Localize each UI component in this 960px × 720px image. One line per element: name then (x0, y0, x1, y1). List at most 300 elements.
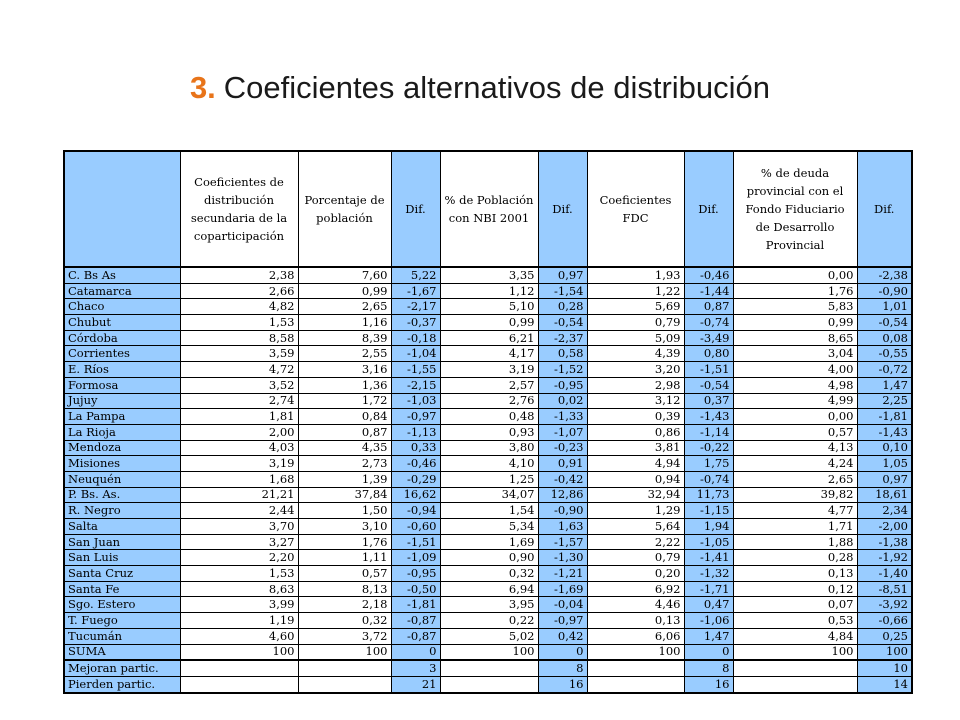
table-cell: -1,51 (391, 534, 440, 550)
table-row (64, 628, 912, 644)
row-label: Chubut (64, 315, 180, 331)
table-cell: 0,99 (298, 283, 391, 299)
table-row (64, 377, 912, 393)
table-cell: 0,57 (733, 424, 857, 440)
table-cell: -2,15 (391, 377, 440, 393)
table-cell: -1,55 (391, 362, 440, 378)
table-cell: -1,92 (857, 550, 912, 566)
table-row (64, 487, 912, 503)
table-cell: 1,54 (440, 503, 538, 519)
table-cell: 8,65 (733, 330, 857, 346)
table-cell: 0,32 (440, 566, 538, 582)
row-label: C. Bs As (64, 267, 180, 283)
table-cell: -1,30 (538, 550, 587, 566)
table-cell: -1,54 (538, 283, 587, 299)
table-cell: 7,60 (298, 267, 391, 283)
table-row (64, 676, 912, 692)
table-cell: 3,16 (298, 362, 391, 378)
table-cell: 2,25 (857, 393, 912, 409)
table-cell: 21,21 (180, 487, 298, 503)
table-cell: 100 (733, 644, 857, 660)
table-cell: -0,29 (391, 471, 440, 487)
table-cell: -1,09 (391, 550, 440, 566)
column-header: Dif. (684, 151, 733, 267)
table-cell: -1,04 (391, 346, 440, 362)
table-cell: 1,01 (857, 299, 912, 315)
table-cell: 5,02 (440, 628, 538, 644)
table-cell (587, 676, 684, 692)
row-label: Santa Fe (64, 581, 180, 597)
table-cell: 3,72 (298, 628, 391, 644)
table-row (64, 471, 912, 487)
table-cell: -1,32 (684, 566, 733, 582)
table-row (64, 581, 912, 597)
table-cell: -0,46 (391, 456, 440, 472)
table-cell: 2,76 (440, 393, 538, 409)
table-row (64, 519, 912, 535)
table-cell: 1,29 (587, 503, 684, 519)
table-cell: 3,04 (733, 346, 857, 362)
table-cell (440, 676, 538, 692)
table-cell: 100 (180, 644, 298, 660)
table-cell: 1,47 (684, 628, 733, 644)
row-label: Corrientes (64, 346, 180, 362)
table-cell: -0,50 (391, 581, 440, 597)
table-cell: 8,63 (180, 581, 298, 597)
table-cell: 37,84 (298, 487, 391, 503)
table-cell: 1,16 (298, 315, 391, 331)
table-cell: 4,03 (180, 440, 298, 456)
table-cell: -1,03 (391, 393, 440, 409)
table-cell: 0,33 (391, 440, 440, 456)
table-cell: 3,80 (440, 440, 538, 456)
table-cell: 3,52 (180, 377, 298, 393)
table-cell: 4,94 (587, 456, 684, 472)
table-cell (587, 660, 684, 676)
table-cell: 100 (440, 644, 538, 660)
table-cell: -0,74 (684, 315, 733, 331)
table-cell: -1,13 (391, 424, 440, 440)
table-cell: 3,27 (180, 534, 298, 550)
table-cell: 4,84 (733, 628, 857, 644)
table-cell: 0,99 (733, 315, 857, 331)
table-cell: -0,95 (391, 566, 440, 582)
table-cell: 1,50 (298, 503, 391, 519)
table-cell: 10 (857, 660, 912, 676)
table-cell: 100 (587, 644, 684, 660)
table-cell: 1,76 (298, 534, 391, 550)
table-cell: 8,58 (180, 330, 298, 346)
table-cell: 2,34 (857, 503, 912, 519)
row-label: La Pampa (64, 409, 180, 425)
table-cell: -0,18 (391, 330, 440, 346)
table-cell: -0,87 (391, 628, 440, 644)
table-cell: 0,53 (733, 613, 857, 629)
table-cell: 0,90 (440, 550, 538, 566)
table-cell: -0,66 (857, 613, 912, 629)
table-cell: 0,84 (298, 409, 391, 425)
table-cell: 1,39 (298, 471, 391, 487)
table-cell: 0,13 (733, 566, 857, 582)
row-label: Tucumán (64, 628, 180, 644)
column-header (64, 151, 180, 267)
table-cell: -1,71 (684, 581, 733, 597)
table-cell: -1,44 (684, 283, 733, 299)
table-cell: 0,28 (733, 550, 857, 566)
table-cell: 1,72 (298, 393, 391, 409)
table-cell: 2,44 (180, 503, 298, 519)
table-cell: -0,55 (857, 346, 912, 362)
row-label: T. Fuego (64, 613, 180, 629)
table-cell: 6,06 (587, 628, 684, 644)
table-cell: 4,99 (733, 393, 857, 409)
table-cell: 0,79 (587, 315, 684, 331)
row-label: La Rioja (64, 424, 180, 440)
table-cell: 4,13 (733, 440, 857, 456)
table-cell: -3,92 (857, 597, 912, 613)
table-cell: 1,71 (733, 519, 857, 535)
table-cell: -0,60 (391, 519, 440, 535)
column-header: Coeficientes FDC (587, 151, 684, 267)
table-cell: 1,25 (440, 471, 538, 487)
table-cell: 2,65 (298, 299, 391, 315)
table-cell: 3,70 (180, 519, 298, 535)
summary-row (64, 660, 912, 676)
row-label: Catamarca (64, 283, 180, 299)
table-cell: 1,63 (538, 519, 587, 535)
table-cell: -0,37 (391, 315, 440, 331)
table-cell: -0,94 (391, 503, 440, 519)
table-row (64, 613, 912, 629)
table-row (64, 534, 912, 550)
table-cell: 4,98 (733, 377, 857, 393)
table-row (64, 299, 912, 315)
row-label: Pierden partic. (64, 676, 180, 692)
table-cell: 0,10 (857, 440, 912, 456)
table-cell: 6,21 (440, 330, 538, 346)
table-cell: -1,69 (538, 581, 587, 597)
table-cell: 39,82 (733, 487, 857, 503)
table-cell: 8 (538, 660, 587, 676)
row-label: Jujuy (64, 393, 180, 409)
title-text: Coeficientes alternativos de distribución (223, 70, 771, 105)
table-cell: -0,97 (391, 409, 440, 425)
row-label: P. Bs. As. (64, 487, 180, 503)
table-cell: 3,19 (180, 456, 298, 472)
table-cell: -0,95 (538, 377, 587, 393)
table-cell: 2,74 (180, 393, 298, 409)
table-row (64, 283, 912, 299)
table-cell (733, 660, 857, 676)
table-cell: 2,00 (180, 424, 298, 440)
table-cell: 5,34 (440, 519, 538, 535)
table-cell: -1,81 (857, 409, 912, 425)
table-cell: 5,10 (440, 299, 538, 315)
table-row (64, 550, 912, 566)
table-cell: 4,60 (180, 628, 298, 644)
table-cell: 0,42 (538, 628, 587, 644)
table-cell: 0,25 (857, 628, 912, 644)
table-cell: 1,94 (684, 519, 733, 535)
table-cell: -1,15 (684, 503, 733, 519)
table-cell (298, 660, 391, 676)
row-label: Formosa (64, 377, 180, 393)
table-cell: 3,81 (587, 440, 684, 456)
table-cell: 0,99 (440, 315, 538, 331)
table-cell: 0,28 (538, 299, 587, 315)
table-cell: -1,41 (684, 550, 733, 566)
table-cell: 11,73 (684, 487, 733, 503)
table-cell: 16 (538, 676, 587, 692)
table-cell: 14 (857, 676, 912, 692)
table-cell: -1,06 (684, 613, 733, 629)
table-cell: 8 (684, 660, 733, 676)
row-label: E. Ríos (64, 362, 180, 378)
table-cell: -2,37 (538, 330, 587, 346)
table-cell: -0,42 (538, 471, 587, 487)
row-label: Córdoba (64, 330, 180, 346)
table-cell: 1,12 (440, 283, 538, 299)
table-cell: 1,93 (587, 267, 684, 283)
table-row (64, 644, 912, 660)
table-cell: 0 (391, 644, 440, 660)
table-cell: 0,00 (733, 409, 857, 425)
table-cell: 0,37 (684, 393, 733, 409)
table-cell: 8,13 (298, 581, 391, 597)
table-cell: 100 (857, 644, 912, 660)
table-cell: 0,12 (733, 581, 857, 597)
table-row (64, 393, 912, 409)
table-cell (298, 676, 391, 692)
table-cell: 0,47 (684, 597, 733, 613)
table-cell: 1,19 (180, 613, 298, 629)
table-row (64, 362, 912, 378)
table-cell: 0,94 (587, 471, 684, 487)
table-cell: 6,92 (587, 581, 684, 597)
table-cell: 0,20 (587, 566, 684, 582)
table-cell: 0,57 (298, 566, 391, 582)
table-cell: 3,12 (587, 393, 684, 409)
row-label: Chaco (64, 299, 180, 315)
table-cell: -1,43 (857, 424, 912, 440)
table-cell: 2,18 (298, 597, 391, 613)
table-cell: -8,51 (857, 581, 912, 597)
table-cell: 4,35 (298, 440, 391, 456)
table-cell: 3 (391, 660, 440, 676)
table-cell: -2,17 (391, 299, 440, 315)
column-header: Dif. (538, 151, 587, 267)
table-cell: 6,94 (440, 581, 538, 597)
table-row (64, 440, 912, 456)
table-cell: 0,91 (538, 456, 587, 472)
table-cell: 32,94 (587, 487, 684, 503)
table-cell: 0,08 (857, 330, 912, 346)
table-cell: 12,86 (538, 487, 587, 503)
table-cell: 16,62 (391, 487, 440, 503)
table-cell: 0,48 (440, 409, 538, 425)
table-cell: -1,07 (538, 424, 587, 440)
column-header: % de deuda provincial con el Fondo Fiduciario de Desarrollo Provincial (733, 151, 857, 267)
row-label: Mendoza (64, 440, 180, 456)
table-cell: -2,38 (857, 267, 912, 283)
table-cell: 1,75 (684, 456, 733, 472)
table-cell: 0,00 (733, 267, 857, 283)
table-cell: 1,05 (857, 456, 912, 472)
table-cell: 5,09 (587, 330, 684, 346)
table-cell: 4,17 (440, 346, 538, 362)
row-label: San Juan (64, 534, 180, 550)
table-cell: -2,00 (857, 519, 912, 535)
table-cell: 1,81 (180, 409, 298, 425)
table-cell: 4,82 (180, 299, 298, 315)
table-cell: 2,73 (298, 456, 391, 472)
table-cell: 0,07 (733, 597, 857, 613)
table-cell: 2,65 (733, 471, 857, 487)
table-cell: 1,36 (298, 377, 391, 393)
table-cell: -0,90 (857, 283, 912, 299)
table-cell: 4,72 (180, 362, 298, 378)
table-row (64, 597, 912, 613)
table-cell: 2,20 (180, 550, 298, 566)
table-cell: 0,97 (538, 267, 587, 283)
table-cell: -0,22 (684, 440, 733, 456)
row-label: Santa Cruz (64, 566, 180, 582)
table-cell: 0 (538, 644, 587, 660)
row-label: San Luis (64, 550, 180, 566)
table-row (64, 566, 912, 582)
table-cell: 3,19 (440, 362, 538, 378)
table-cell: -0,23 (538, 440, 587, 456)
column-header: Dif. (857, 151, 912, 267)
table-cell: 0 (684, 644, 733, 660)
table-cell: 0,97 (857, 471, 912, 487)
table-cell: 1,69 (440, 534, 538, 550)
table-cell: 1,53 (180, 315, 298, 331)
table-cell: 2,66 (180, 283, 298, 299)
table-row (64, 409, 912, 425)
table-cell: -0,54 (857, 315, 912, 331)
table-row (64, 503, 912, 519)
table-cell: 1,11 (298, 550, 391, 566)
table-cell: -1,81 (391, 597, 440, 613)
table-cell: -0,46 (684, 267, 733, 283)
table-cell: 3,59 (180, 346, 298, 362)
slide-title (0, 70, 960, 106)
table-cell: 1,68 (180, 471, 298, 487)
table-cell: 5,22 (391, 267, 440, 283)
table-cell: -1,51 (684, 362, 733, 378)
table-cell: -1,67 (391, 283, 440, 299)
table-cell: 5,69 (587, 299, 684, 315)
row-label: Salta (64, 519, 180, 535)
table-cell: 4,10 (440, 456, 538, 472)
table-cell: 0,39 (587, 409, 684, 425)
table-cell: 0,32 (298, 613, 391, 629)
table-cell: -1,52 (538, 362, 587, 378)
title-number: 3. (189, 70, 216, 105)
table-cell: 2,98 (587, 377, 684, 393)
row-label: R. Negro (64, 503, 180, 519)
table-cell: 3,35 (440, 267, 538, 283)
table-cell: -1,40 (857, 566, 912, 582)
table-cell: 2,22 (587, 534, 684, 550)
column-header: Porcentaje de población (298, 151, 391, 267)
table-cell: 1,76 (733, 283, 857, 299)
table-row (64, 424, 912, 440)
table-row (64, 315, 912, 331)
table-cell: -1,14 (684, 424, 733, 440)
table-cell: 3,20 (587, 362, 684, 378)
row-label: Mejoran partic. (64, 660, 180, 676)
row-label: Sgo. Estero (64, 597, 180, 613)
table-cell (733, 676, 857, 692)
table-cell: -0,87 (391, 613, 440, 629)
header-row (64, 151, 912, 267)
table-row (64, 456, 912, 472)
table-cell: -0,04 (538, 597, 587, 613)
table-cell: 0,93 (440, 424, 538, 440)
table-cell: 1,53 (180, 566, 298, 582)
table-cell: 0,80 (684, 346, 733, 362)
table-cell (180, 660, 298, 676)
column-header: Dif. (391, 151, 440, 267)
table-cell: 2,57 (440, 377, 538, 393)
table-cell: 2,38 (180, 267, 298, 283)
table-cell: 4,77 (733, 503, 857, 519)
table-cell: -1,21 (538, 566, 587, 582)
table-cell: 0,79 (587, 550, 684, 566)
table-cell: 3,95 (440, 597, 538, 613)
table-cell: 3,99 (180, 597, 298, 613)
table-cell: 1,22 (587, 283, 684, 299)
table-cell: -1,33 (538, 409, 587, 425)
table-cell: 4,24 (733, 456, 857, 472)
table-cell: 4,46 (587, 597, 684, 613)
table-cell: 0,02 (538, 393, 587, 409)
table-cell: 8,39 (298, 330, 391, 346)
table-cell (180, 676, 298, 692)
table-cell: -3,49 (684, 330, 733, 346)
table-cell: -0,90 (538, 503, 587, 519)
table-cell: -1,05 (684, 534, 733, 550)
table-cell: 5,83 (733, 299, 857, 315)
table-cell: -1,43 (684, 409, 733, 425)
table-cell (440, 660, 538, 676)
table-cell: 5,64 (587, 519, 684, 535)
table-cell: 21 (391, 676, 440, 692)
table-body (64, 267, 912, 693)
table-cell: 34,07 (440, 487, 538, 503)
table-cell: 16 (684, 676, 733, 692)
table-cell: 18,61 (857, 487, 912, 503)
table-cell: 3,10 (298, 519, 391, 535)
table-cell: 0,22 (440, 613, 538, 629)
column-header: % de Población con NBI 2001 (440, 151, 538, 267)
coefficients-table (63, 150, 913, 694)
row-label: Neuquén (64, 471, 180, 487)
table-row (64, 330, 912, 346)
table-cell: 0,13 (587, 613, 684, 629)
table-cell: -0,72 (857, 362, 912, 378)
table-cell: -0,74 (684, 471, 733, 487)
table-cell: 0,86 (587, 424, 684, 440)
table-cell: 0,58 (538, 346, 587, 362)
table-row (64, 346, 912, 362)
table-cell: 4,00 (733, 362, 857, 378)
table-cell: 2,55 (298, 346, 391, 362)
table-cell: 1,47 (857, 377, 912, 393)
summary-row (64, 267, 912, 283)
